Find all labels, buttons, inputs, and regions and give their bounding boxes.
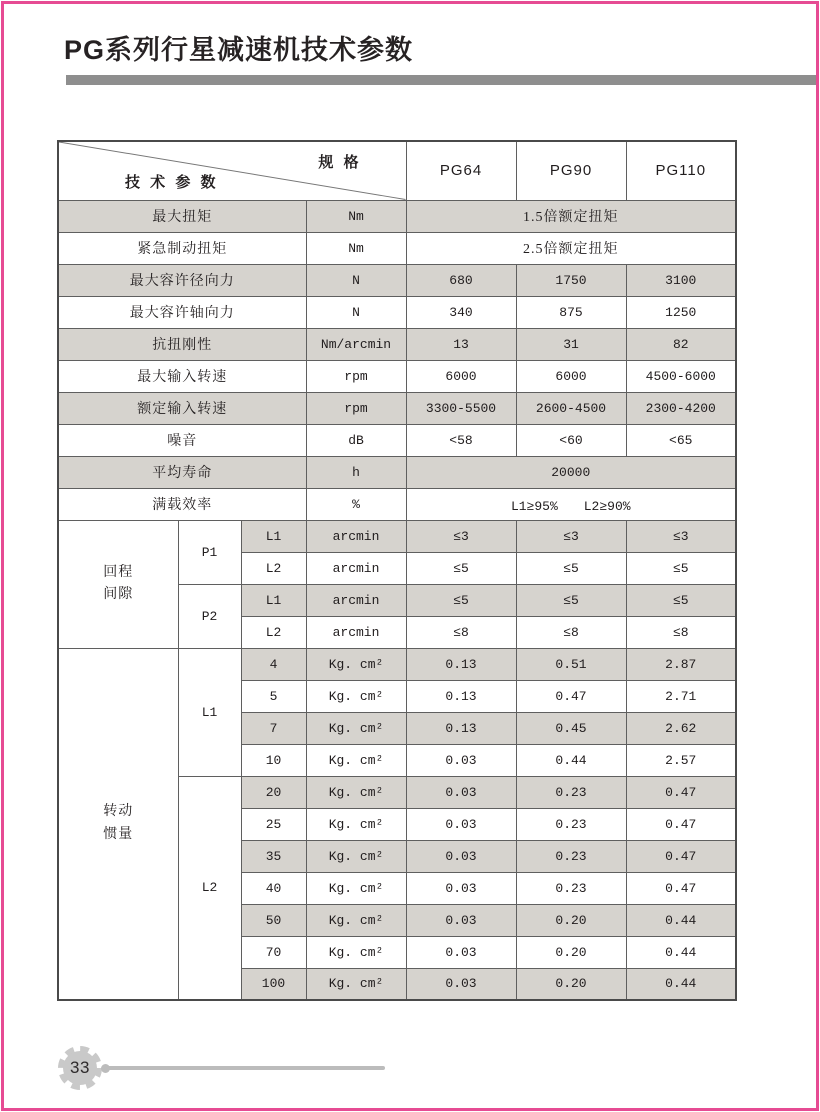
param-value: 0.03: [406, 872, 516, 904]
param-unit: Nm: [306, 200, 406, 232]
param-unit: %: [306, 488, 406, 520]
param-value: 0.51: [516, 648, 626, 680]
page-title: PG系列行星减速机技术参数: [64, 35, 414, 65]
param-value: 0.44: [626, 904, 736, 936]
table-row: [58, 520, 736, 552]
param-label: 抗扭刚性: [58, 328, 306, 360]
param-label: 最大输入转速: [58, 360, 306, 392]
param-value: 31: [516, 328, 626, 360]
param-unit: Kg. cm²: [306, 776, 406, 808]
ratio-value: 100: [241, 968, 306, 1000]
param-value: ≤5: [516, 552, 626, 584]
param-value: 13: [406, 328, 516, 360]
param-value: 0.44: [516, 744, 626, 776]
param-unit: Kg. cm²: [306, 680, 406, 712]
param-value: 0.13: [406, 648, 516, 680]
param-value: ≤5: [626, 584, 736, 616]
model-header-pg64: PG64: [406, 141, 516, 200]
title-underline-bar: [66, 75, 816, 85]
param-value: 1250: [626, 296, 736, 328]
precision-grade-p2: P2: [178, 584, 241, 648]
param-value: ≤8: [406, 616, 516, 648]
param-unit: Kg. cm²: [306, 968, 406, 1000]
table-row: [58, 360, 736, 392]
param-unit: rpm: [306, 392, 406, 424]
param-value: 0.20: [516, 904, 626, 936]
table-header-row: [58, 141, 736, 200]
param-unit: Kg. cm²: [306, 904, 406, 936]
param-unit: Kg. cm²: [306, 808, 406, 840]
param-value: ≤3: [516, 520, 626, 552]
table-row: [58, 264, 736, 296]
param-value: ≤3: [626, 520, 736, 552]
param-merged-value: 1.5倍额定扭矩: [406, 200, 736, 232]
param-value: 0.03: [406, 840, 516, 872]
param-value: 2.87: [626, 648, 736, 680]
stage-group-l2: L2: [178, 776, 241, 1000]
param-label: 最大扭矩: [58, 200, 306, 232]
param-value: 0.23: [516, 872, 626, 904]
ratio-value: 5: [241, 680, 306, 712]
model-header-pg90: PG90: [516, 141, 626, 200]
param-unit: arcmin: [306, 552, 406, 584]
model-header-pg110: PG110: [626, 141, 736, 200]
param-value: 875: [516, 296, 626, 328]
param-value: 4500-6000: [626, 360, 736, 392]
param-value: 680: [406, 264, 516, 296]
ratio-value: 20: [241, 776, 306, 808]
param-value: 2600-4500: [516, 392, 626, 424]
param-unit: rpm: [306, 360, 406, 392]
param-label: 平均寿命: [58, 456, 306, 488]
ratio-value: 35: [241, 840, 306, 872]
param-value: 0.47: [626, 840, 736, 872]
ratio-value: 4: [241, 648, 306, 680]
param-merged-value: 20000: [406, 456, 736, 488]
diagonal-header-cell: [58, 141, 406, 200]
ratio-value: 10: [241, 744, 306, 776]
param-unit: h: [306, 456, 406, 488]
header-param-label: 技 术 参 数: [125, 173, 219, 191]
param-unit: Kg. cm²: [306, 936, 406, 968]
backlash-section-label: [58, 520, 178, 648]
param-value: <65: [626, 424, 736, 456]
param-value: 0.47: [626, 776, 736, 808]
param-value: 0.23: [516, 808, 626, 840]
param-value: 82: [626, 328, 736, 360]
table-row: [58, 392, 736, 424]
param-value: 3100: [626, 264, 736, 296]
stage-label: L1: [241, 584, 306, 616]
table-row: [58, 232, 736, 264]
table-row: [58, 328, 736, 360]
param-value: 0.23: [516, 776, 626, 808]
ratio-value: 70: [241, 936, 306, 968]
param-unit: N: [306, 296, 406, 328]
param-unit: Nm: [306, 232, 406, 264]
param-value: 0.03: [406, 744, 516, 776]
param-value: 0.47: [626, 872, 736, 904]
param-value: 0.45: [516, 712, 626, 744]
param-merged-value: 2.5倍额定扭矩: [406, 232, 736, 264]
param-unit: dB: [306, 424, 406, 456]
param-label: 紧急制动扭矩: [58, 232, 306, 264]
param-unit: N: [306, 264, 406, 296]
table-row: [58, 200, 736, 232]
stage-group-l1: L1: [178, 648, 241, 776]
param-unit: Kg. cm²: [306, 648, 406, 680]
stage-label: L2: [241, 616, 306, 648]
ratio-value: 25: [241, 808, 306, 840]
param-value: <58: [406, 424, 516, 456]
param-unit: Kg. cm²: [306, 712, 406, 744]
footer-rule-line: [107, 1066, 385, 1070]
param-value: 6000: [406, 360, 516, 392]
param-value: <60: [516, 424, 626, 456]
param-value: 3300-5500: [406, 392, 516, 424]
table-row: [58, 424, 736, 456]
stage-label: L1: [241, 520, 306, 552]
ratio-value: 40: [241, 872, 306, 904]
param-value: 0.03: [406, 776, 516, 808]
param-label: 噪音: [58, 424, 306, 456]
param-value: 0.13: [406, 712, 516, 744]
param-value: 0.20: [516, 936, 626, 968]
param-value: 0.03: [406, 808, 516, 840]
table-row: [58, 456, 736, 488]
param-value: 6000: [516, 360, 626, 392]
param-value: ≤5: [406, 552, 516, 584]
param-value: 2.62: [626, 712, 736, 744]
table-row: [58, 648, 736, 680]
param-unit: Kg. cm²: [306, 744, 406, 776]
param-value: 0.03: [406, 936, 516, 968]
param-unit: Kg. cm²: [306, 872, 406, 904]
param-value: 2300-4200: [626, 392, 736, 424]
param-label: 最大容许径向力: [58, 264, 306, 296]
param-value: 0.47: [516, 680, 626, 712]
param-value: 0.03: [406, 968, 516, 1000]
param-value: 0.23: [516, 840, 626, 872]
inertia-label-line1: 转动: [103, 804, 134, 820]
param-value: ≤3: [406, 520, 516, 552]
param-value: ≤8: [626, 616, 736, 648]
ratio-value: 7: [241, 712, 306, 744]
param-unit: arcmin: [306, 616, 406, 648]
stage-label: L2: [241, 552, 306, 584]
param-value: 2.71: [626, 680, 736, 712]
param-unit: Nm/arcmin: [306, 328, 406, 360]
param-label: 额定输入转速: [58, 392, 306, 424]
param-unit: arcmin: [306, 520, 406, 552]
table-row: [58, 296, 736, 328]
gear-page-badge: [56, 1044, 104, 1092]
ratio-value: 50: [241, 904, 306, 936]
param-value: 0.47: [626, 808, 736, 840]
page-number: 33: [70, 1058, 90, 1077]
param-unit: arcmin: [306, 584, 406, 616]
param-label: 最大容许轴向力: [58, 296, 306, 328]
param-value: 0.03: [406, 904, 516, 936]
param-merged-value: L1≥95% L2≥90%: [406, 488, 736, 520]
table-row: [58, 488, 736, 520]
param-value: ≤5: [626, 552, 736, 584]
precision-grade-p1: P1: [178, 520, 241, 584]
spec-table: [57, 140, 737, 1001]
param-value: 1750: [516, 264, 626, 296]
backlash-label-line1: 回程: [103, 564, 134, 580]
param-value: 0.20: [516, 968, 626, 1000]
param-value: 0.44: [626, 936, 736, 968]
inertia-label-line2: 惯量: [103, 826, 134, 842]
param-value: ≤8: [516, 616, 626, 648]
backlash-label-line2: 间隙: [103, 587, 134, 602]
param-value: ≤5: [516, 584, 626, 616]
param-value: 0.13: [406, 680, 516, 712]
param-unit: Kg. cm²: [306, 840, 406, 872]
inertia-section-label: [58, 648, 178, 1000]
header-spec-label: 规 格: [318, 154, 362, 171]
param-label: 满载效率: [58, 488, 306, 520]
param-value: 2.57: [626, 744, 736, 776]
param-value: 340: [406, 296, 516, 328]
param-value: 0.44: [626, 968, 736, 1000]
param-value: ≤5: [406, 584, 516, 616]
